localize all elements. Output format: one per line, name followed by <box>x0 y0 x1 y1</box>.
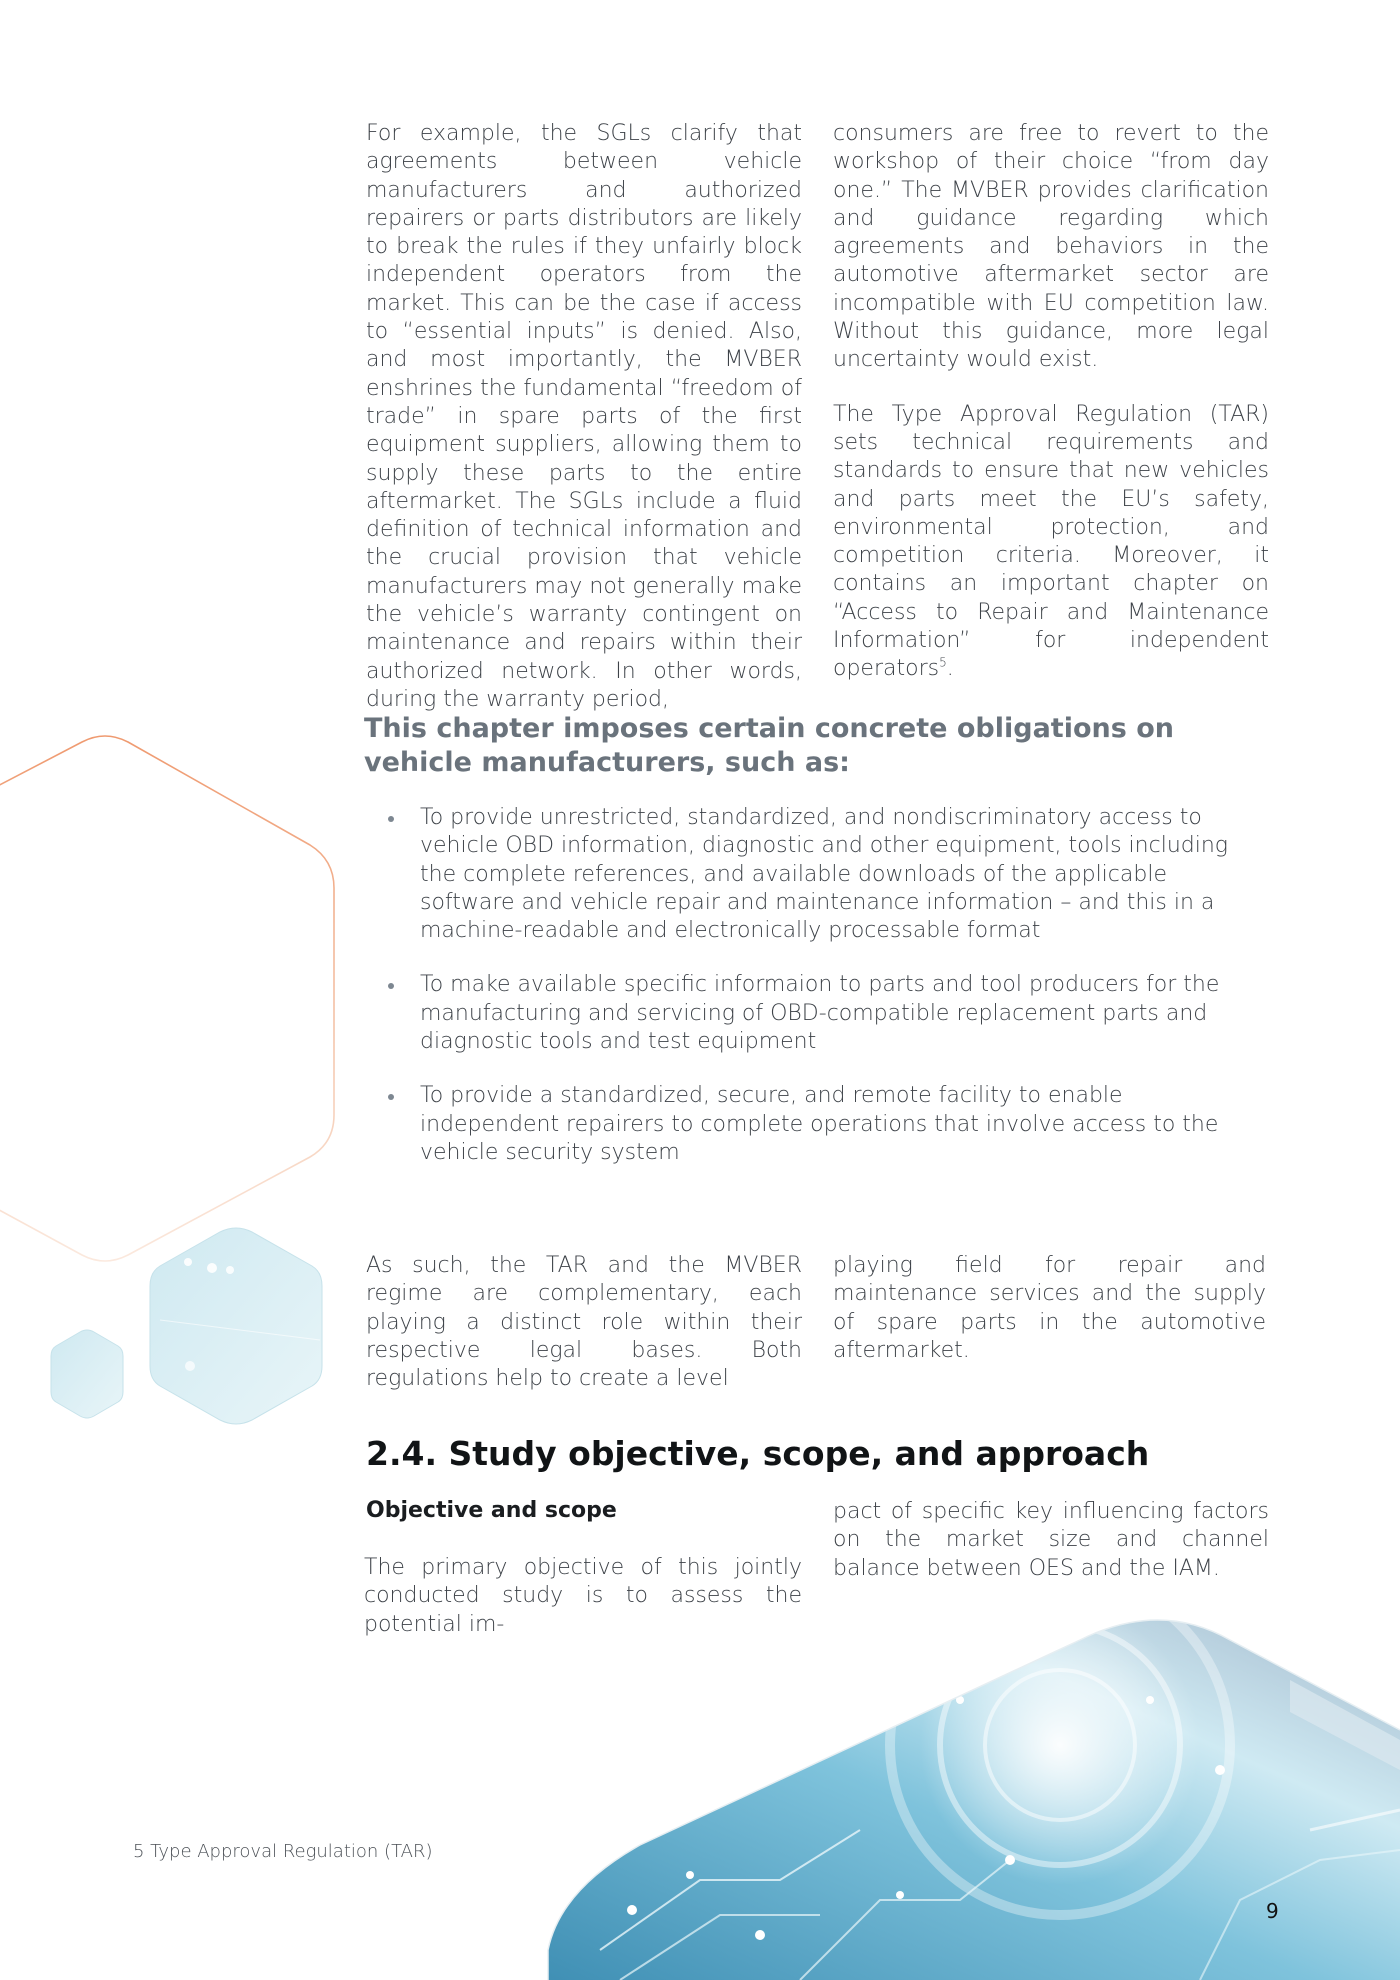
obligations-heading: This chapter imposes certain concrete obligations on vehicle manufacturers, such as: <box>364 713 1174 778</box>
page-number: 9 <box>1266 1899 1279 1923</box>
list-item: To make available specific informaion to parts and tool producers for the manufacturing and servicing of OBD-compatible replacement parts and diagnostic tools and test equipment <box>388 971 1250 1056</box>
objective-left-column <box>364 1554 802 1639</box>
intro-left-paragraph: For example, the SGLs clarify that agreements between vehicle manufacturers and authorized repairers or parts distributors are likely to break the rules if they unfairly block independent operators from the market. This can be the case if access to “essential inputs” is denied. Also, and most importantly, the MVBER enshrines the fundamental “freedom of trade” in spare parts of the first equipment suppliers, allowing them to supply these parts to the entire aftermarket. The SGLs include a fluid definition of technical information and the crucial provision that vehicle manufacturers may not generally make the vehicle’s warranty contingent on maintenance and repairs within their authorized network. In other words, during the warranty period, <box>366 121 802 712</box>
objective-left-paragraph: The primary objective of this jointly conducted study is to assess the potential im- <box>364 1555 802 1637</box>
intro-left-column <box>366 120 802 714</box>
intro-right-paragraph-1: consumers are free to revert to the workshop of their choice “from day one.” The MVBER provides clarification and guidance regarding which agreements and behaviors in the automotive aftermarket sector are incompatible with EU competition law. Without this guidance, more legal uncertainty would exist. <box>833 121 1269 373</box>
complement-right-column <box>833 1252 1266 1365</box>
complement-left-paragraph: As such, the TAR and the MVBER regime are complementary, each playing a distinct role within their respective legal bases. Both regulations help to create a level <box>366 1253 802 1392</box>
footnote-ref: 5 <box>939 656 947 671</box>
objective-subheading: Objective and scope <box>366 1498 617 1523</box>
complement-left-column <box>366 1252 802 1393</box>
intro-right-paragraph-2: The Type Approval Regulation (TAR) sets technical requirements and standards to ensure that new vehicles and parts meet the EU’s safety, environmental protection, and competition criteria. Moreover, it contains an important chapter on “Access to Repair and Maintenance Information” for independent operators$^5$. <box>833 401 1269 682</box>
glass-hexagons <box>51 1228 322 1424</box>
footnote: 5 Type Approval Regulation (TAR) <box>133 1841 433 1862</box>
objective-right-paragraph: pact of specific key influencing factors on the market size and channel balance between OES and the IAM. <box>833 1499 1269 1581</box>
list-item: To provide a standardized, secure, and remote facility to enable independent repairers to complete operations that involve access to the vehicle security system <box>388 1082 1250 1167</box>
obligations-list <box>388 804 1250 1193</box>
section-title: 2.4. Study objective, scope, and approach <box>366 1434 1150 1473</box>
outline-hexagon <box>0 736 334 1261</box>
intro-right-column <box>833 120 1269 684</box>
complement-right-paragraph: playing field for repair and maintenance services and the supply of spare parts in the automotive aftermarket. <box>833 1253 1266 1363</box>
objective-right-column <box>833 1498 1269 1583</box>
list-item: To provide unrestricted, standardized, and nondiscriminatory access to vehicle OBD information, diagnostic and other equipment, tools including the complete references, and available downloads of the applicable software and vehicle repair and maintenance information – and this in a machine-readable and electronically processable format <box>388 804 1250 945</box>
